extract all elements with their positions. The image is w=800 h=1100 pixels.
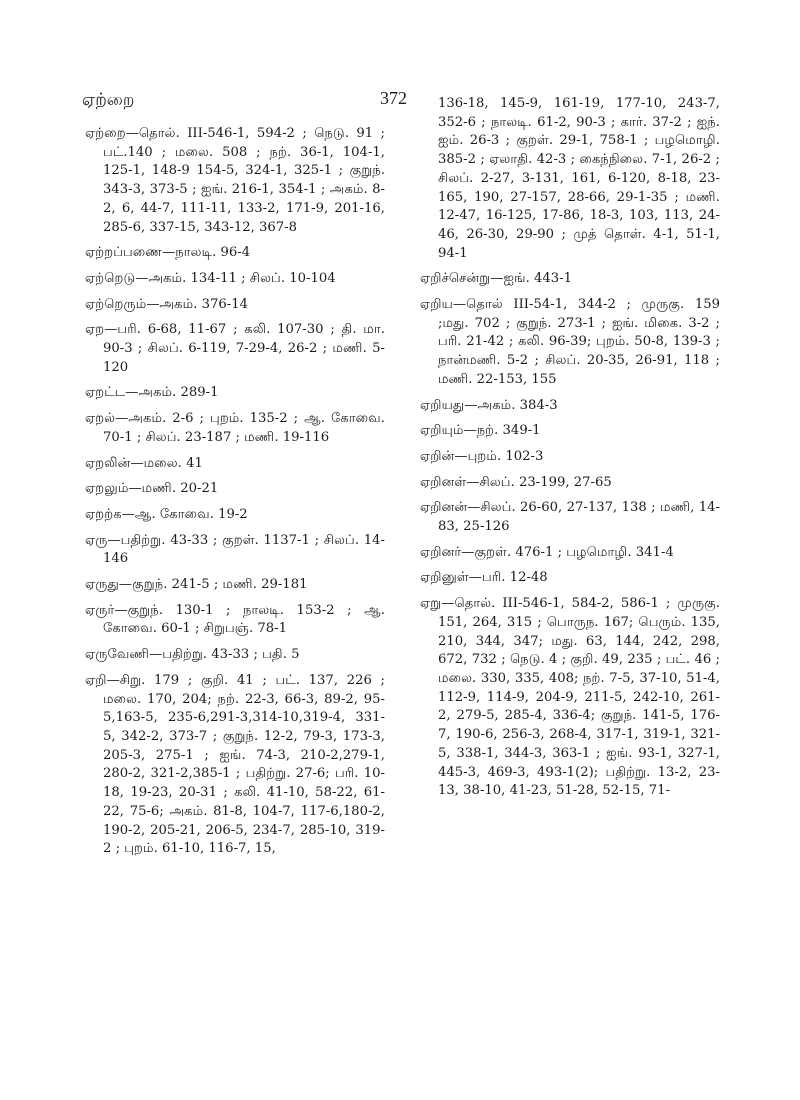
index-entry-continuation: 136-18, 145-9, 161-19, 177-10, 243-7, 352-6 ; நாலடி. 61-2, 90-3 ; கார். 37-2 ; ஐந். ஐம். 26-3 ; குறள். 29-1, 758-1 ; பழமொழி. 385-2 ; ஏலாதி. 42-3 ; கைந்நிலை. 7-1, 26-2 ; சிலப். 2-27, 3-131, 161, 6-120, 8-18, 23-165, 190, 27-157, 28-66, 29-1-35 ; மணி. 12-47, 16-125, 17-86, 18-3, 103, 113, 24-46, 26-30, 29-90 ; முத் தொள். 4-1, 51-1, 94-1 (438, 96, 720, 261)
index-entry: ஏற்றப்பணை—நாலடி. 96-4 (85, 245, 251, 261)
index-entry: ஏறிச்சென்று—ஐங். 443-1 (420, 271, 573, 287)
page-number: 372 (380, 88, 407, 108)
index-entry: ஏறினுள்—பரி. 12-48 (420, 570, 548, 586)
index-entry: ஏற—பரி. 6-68, 11-67 ; கலி. 107-30 ; தி. மா. 90-3 ; சிலப். 6-119, 7-29-4, 26-2 ; மணி. 5-120 (85, 322, 385, 375)
index-entry: ஏறட்ட—அகம். 289-1 (85, 385, 219, 401)
index-entry: ஏற்றெரும்—அகம். 376-14 (85, 296, 248, 312)
index-entry: ஏறற்க—ஆ. கோவை. 19-2 (85, 506, 248, 522)
index-entry: ஏறின்—புறம். 102-3 (420, 448, 544, 464)
index-entry: ஏறலின்—மலை. 41 (85, 455, 203, 471)
index-entry: ஏறு—தொல். III-546-1, 584-2, 586-1 ; முருகு. 151, 264, 315 ; பொருந. 167; பெரும். 135, 210, 344, 347; மது. 63, 144, 242, 298, 672, 732 ; நெடு. 4 ; குறி. 49, 235 ; பட். 46 ; மலை. 330, 335, 408; நற். 7-5, 37-10, 51-4, 112-9, 114-9, 204-9, 211-5, 242-10, 261-2, 279-5, 285-4, 336-4; குறுந். 141-5, 176-7, 190-6, 256-3, 268-4, 317-1, 319-1, 321-5, 338-1, 344-3, 363-1 ; ஐங். 93-1, 327-1, 445-3, 469-3, 493-1(2); பதிற்று. 13-2, 23-13, 38-10, 41-23, 51-28, 52-15, 71- (420, 596, 720, 799)
index-entry: ஏறல்—அகம். 2-6 ; புறம். 135-2 ; ஆ. கோவை. 70-1 ; சிலப். 23-187 ; மணி. 19-116 (85, 411, 385, 445)
index-entry: ஏறிய—தொல் III-54-1, 344-2 ; முருகு. 159 ;மது. 702 ; குறுந். 273-1 ; ஐங். மிகை. 3-2 ; பரி. 21-42 ; கலி. 96-39; புறம். 50-8, 139-3 ; நான்மணி. 5-2 ; சிலப். 20-35, 26-91, 118 ; மணி. 22-153, 155 (420, 297, 720, 387)
index-entry: ஏற்றெடு—அகம். 134-11 ; சிலப். 10-104 (85, 270, 336, 286)
index-entry: ஏருவேணி—பதிற்று. 43-33 ; பதி. 5 (85, 647, 300, 663)
index-entry: ஏருது—குறுந். 241-5 ; மணி. 29-181 (85, 577, 308, 593)
index-entry: ஏறினள்—சிலப். 23-199, 27-65 (420, 474, 612, 490)
index-entry: ஏறியும்—நற். 349-1 (420, 423, 541, 439)
index-entry: ஏருர்—குறுந். 130-1 ; நாலடி. 153-2 ; ஆ. கோவை. 60-1 ; சிறுபஞ். 78-1 (85, 602, 385, 637)
left-column (85, 125, 385, 866)
index-entry: ஏறினன்—சிலப். 26-60, 27-137, 138 ; மணி, 14-83, 25-126 (420, 500, 720, 535)
index-entry: ஏறினர்—குறள். 476-1 ; பழமொழி. 341-4 (420, 544, 674, 560)
index-entry: ஏற்றை—தொல். III-546-1, 594-2 ; நெடு. 91 ; பட்.140 ; மலை. 508 ; நற். 36-1, 104-1, 125-1, 148-9 154-5, 324-1, 325-1 ; குறுந். 343-3, 373-5 ; ஐங். 216-1, 354-1 ; அகம். 8-2, 6, 44-7, 111-11, 133-2, 171-9, 201-16, 285-6, 337-15, 343-12, 367-8 (85, 126, 385, 235)
right-column (420, 95, 720, 808)
index-entry: ஏரு—பதிற்று. 43-33 ; குறள். 1137-1 ; சிலப். 14-146 (85, 532, 385, 567)
header-word: ஏற்றை (82, 90, 135, 110)
index-entry: ஏறலும்—மணி. 20-21 (85, 481, 219, 497)
index-entry: ஏறி—சிறு. 179 ; குறி. 41 ; பட். 137, 226 ; மலை. 170, 204; நற். 22-3, 66-3, 89-2, 95-5,163-5, 235-6,291-3,314-10,319-4, 331-5, 342-2, 373-7 ; குறுந். 12-2, 79-3, 173-3, 205-3, 275-1 ; ஐங். 74-3, 210-2,279-1, 280-2, 321-2,385-1 ; பதிற்று. 27-6; பரி. 10-18, 19-23, 20-31 ; கலி. 41-10, 58-22, 61-22, 75-6; அகம். 81-8, 104-7, 117-6,180-2, 190-2, 205-21, 206-5, 234-7, 285-10, 319-2 ; புறம். 61-10, 116-7, 15, (85, 672, 385, 857)
index-entry: ஏறியது—அகம். 384-3 (420, 397, 558, 413)
